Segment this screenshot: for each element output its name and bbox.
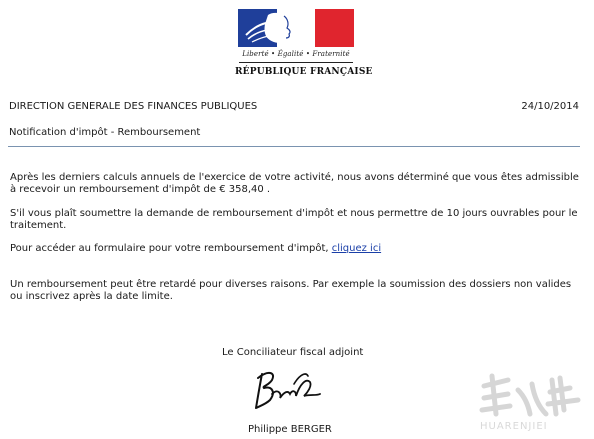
letter-date: 24/10/2014 <box>521 101 579 112</box>
paragraph-processing: S'il vous plaît soumettre la demande de remboursement d'impôt et nous permettre de 10 jours ouvrables pour le traitement. <box>10 208 578 231</box>
signatory-name: Philippe BERGER <box>248 424 332 435</box>
marianne-flag-icon <box>238 9 354 47</box>
handwritten-signature <box>250 364 330 414</box>
motto-divider <box>239 62 353 63</box>
paragraph-delay-notice: Un remboursement peut être retardé pour diverses raisons. Par exemple la soumission des dossiers non valides ou inscrivez après la date limite. <box>10 279 572 302</box>
republique-francaise-label: RÉPUBLIQUE FRANÇAISE <box>235 67 373 77</box>
form-access-text: Pour accéder au formulaire pour votre remboursement d'impôt, <box>10 243 332 254</box>
watermark-text: HUARENJIEI <box>480 421 548 432</box>
republique-francaise-logo <box>235 9 373 85</box>
paragraph-eligibility: Après les derniers calculs annuels de l'exercice de votre activité, nous avons déterminé que vous êtes admissible à recevoir un remboursement d'impôt de € 358,40 . <box>10 172 579 195</box>
paragraph-form-access <box>10 243 580 255</box>
header-divider <box>8 146 580 147</box>
click-here-link[interactable]: cliquez ici <box>331 243 382 254</box>
subject-line: Notification d'impôt - Remboursement <box>9 127 201 138</box>
motto-text: Liberté • Égalité • Fraternité <box>242 50 350 58</box>
department-name: DIRECTION GENERALE DES FINANCES PUBLIQUES <box>9 101 258 112</box>
signatory-title: Le Conciliateur fiscal adjoint <box>222 347 364 358</box>
